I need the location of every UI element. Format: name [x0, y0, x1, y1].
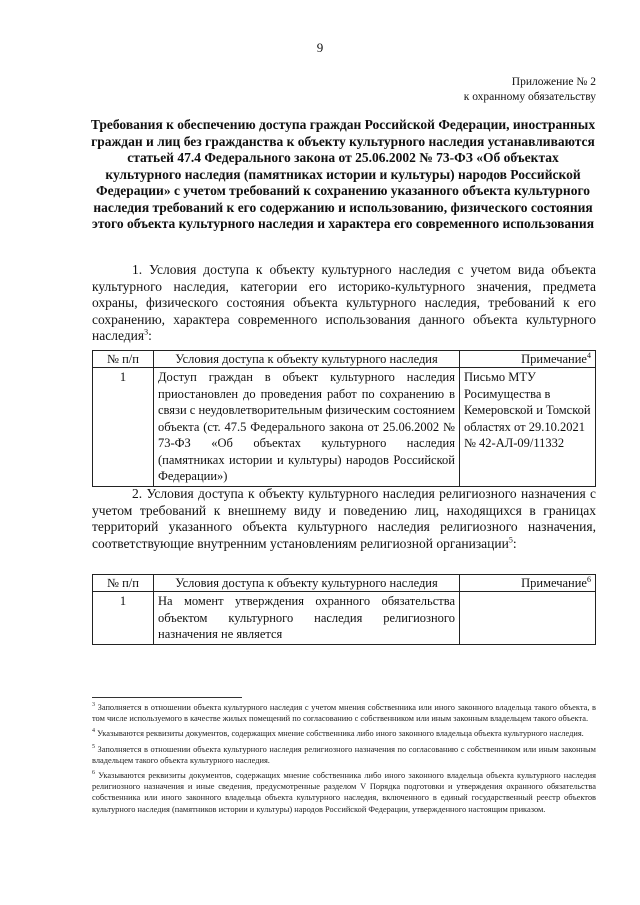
- table-row: [93, 368, 596, 487]
- table-header-row: [93, 351, 596, 368]
- footnote: [92, 702, 596, 724]
- row-conditions: Доступ граждан в объект культурного наследия приостановлен до проведения работ по сохранению в связи с неудовлетворительным физическим состоянием объекта (ст. 47.5 Федерального закона от 25.06.2002 № 73-ФЗ «Об объектах культурного наследия (памятниках истории и культуры) народов Российской Федерации»): [154, 368, 460, 487]
- section-1-text: 1. Условия доступа к объекту культурного наследия с учетом вида объекта культурного наследия, категории его историко-культурного значения, предмета охраны, физического состояния объекта культурного наследия, требований к его сохранению, характера современного использования данного объекта культурного наследия: [92, 262, 596, 344]
- footnote: [92, 728, 596, 739]
- footnote-ref-5: 5: [508, 535, 513, 545]
- section-2-suffix: :: [512, 535, 517, 551]
- header-conditions: Условия доступа к объекту культурного наследия: [154, 575, 460, 592]
- section-1-paragraph: [92, 262, 596, 345]
- access-conditions-table-2: [92, 574, 596, 645]
- footnote: [92, 770, 596, 815]
- row-num: 1: [93, 592, 154, 645]
- appendix-line-1: Приложение № 2: [511, 76, 596, 88]
- footnote-ref-6: 6: [587, 574, 591, 584]
- header-num: № п/п: [93, 351, 154, 368]
- table-header-row: [93, 575, 596, 592]
- footnote-ref-4: 4: [587, 350, 591, 360]
- footnote-marker: 6: [92, 770, 95, 777]
- row-num: 1: [93, 368, 154, 487]
- header-conditions: Условия доступа к объекту культурного наследия: [154, 351, 460, 368]
- section-1-suffix: :: [148, 328, 152, 344]
- header-note-label: Примечание: [521, 576, 587, 590]
- appendix-line-2: к охранному обязательству: [463, 91, 596, 103]
- access-conditions-table-1: [92, 350, 596, 487]
- footnote-text: Заполняется в отношении объекта культурного наследия с учетом мнения собственника или иного законного владельца такого объекта, в том числе используемого в качестве жилых помещений по согласованию с собственником или иным законным владельцем такого объекта.: [92, 703, 597, 724]
- document-title: Требования к обеспечению доступа граждан Российской Федерации, иностранных граждан и лиц без гражданства к объекту культурного наследия устанавливаются статьей 47.4 Федерального закона от 25.06.2002 № 73-ФЗ «Об объектах культурного наследия (памятниках истории и культуры) народов Российской Федерации» с учетом требований к сохранению указанного объекта культурного наследия требований к его содержанию и использованию, физического состояния этого объекта культурного наследия и характера его современного использования: [90, 117, 596, 231]
- row-note: Письмо МТУ Росимущества в Кемеровской и Томской областях от 29.10.2021 № 42-АЛ-09/11332: [460, 368, 596, 487]
- footnote-ref-3: 3: [144, 327, 149, 337]
- footnote-marker: 4: [92, 728, 95, 735]
- footnote-marker: 5: [92, 743, 95, 750]
- header-note: [460, 575, 596, 592]
- footnote-divider: [92, 697, 242, 698]
- row-conditions: На момент утверждения охранного обязательства объектом культурного наследия религиозного назначения не является: [154, 592, 460, 645]
- header-note: [460, 351, 596, 368]
- appendix-heading: [464, 75, 596, 105]
- section-2-paragraph: [92, 486, 596, 552]
- section-2-text: 2. Условия доступа к объекту культурного наследия религиозного назначения с учетом требований к внешнему виду и поведению лиц, находящихся в границах территорий указанного объекта культурного наследия религиозного назначения, соответствующие внутренним установлениям религиозной организации: [92, 486, 596, 551]
- footnote-text: Заполняется в отношении объекта культурного наследия религиозного назначения по согласованию с собственником или иным законным владельцем такого объекта культурного наследия.: [92, 744, 596, 765]
- header-num: № п/п: [93, 575, 154, 592]
- footnote-text: Указываются реквизиты документов, содержащих мнение собственника либо иного законного владельца объекта культурного наследия религиозного назначения и иные сведения, предусмотренные разделом V Порядка подготовки и утверждения охранного обязательства собственника или иного законного владельца объекта культурного наследия, включенного в единый государственный реестр объектов культурного наследия (памятников истории и культуры) народов Российской Федерации, утвержденного настоящим приказом.: [92, 771, 597, 814]
- footnote-marker: 3: [92, 702, 95, 709]
- row-note: [460, 592, 596, 645]
- table-row: [93, 592, 596, 645]
- footnote-text: Указываются реквизиты документов, содержащих мнение собственника либо иного законного владельца объекта культурного наследия.: [97, 729, 584, 739]
- page-number: 9: [316, 40, 324, 55]
- footnote: [92, 744, 596, 766]
- header-note-label: Примечание: [521, 352, 587, 366]
- footnotes: [92, 702, 596, 819]
